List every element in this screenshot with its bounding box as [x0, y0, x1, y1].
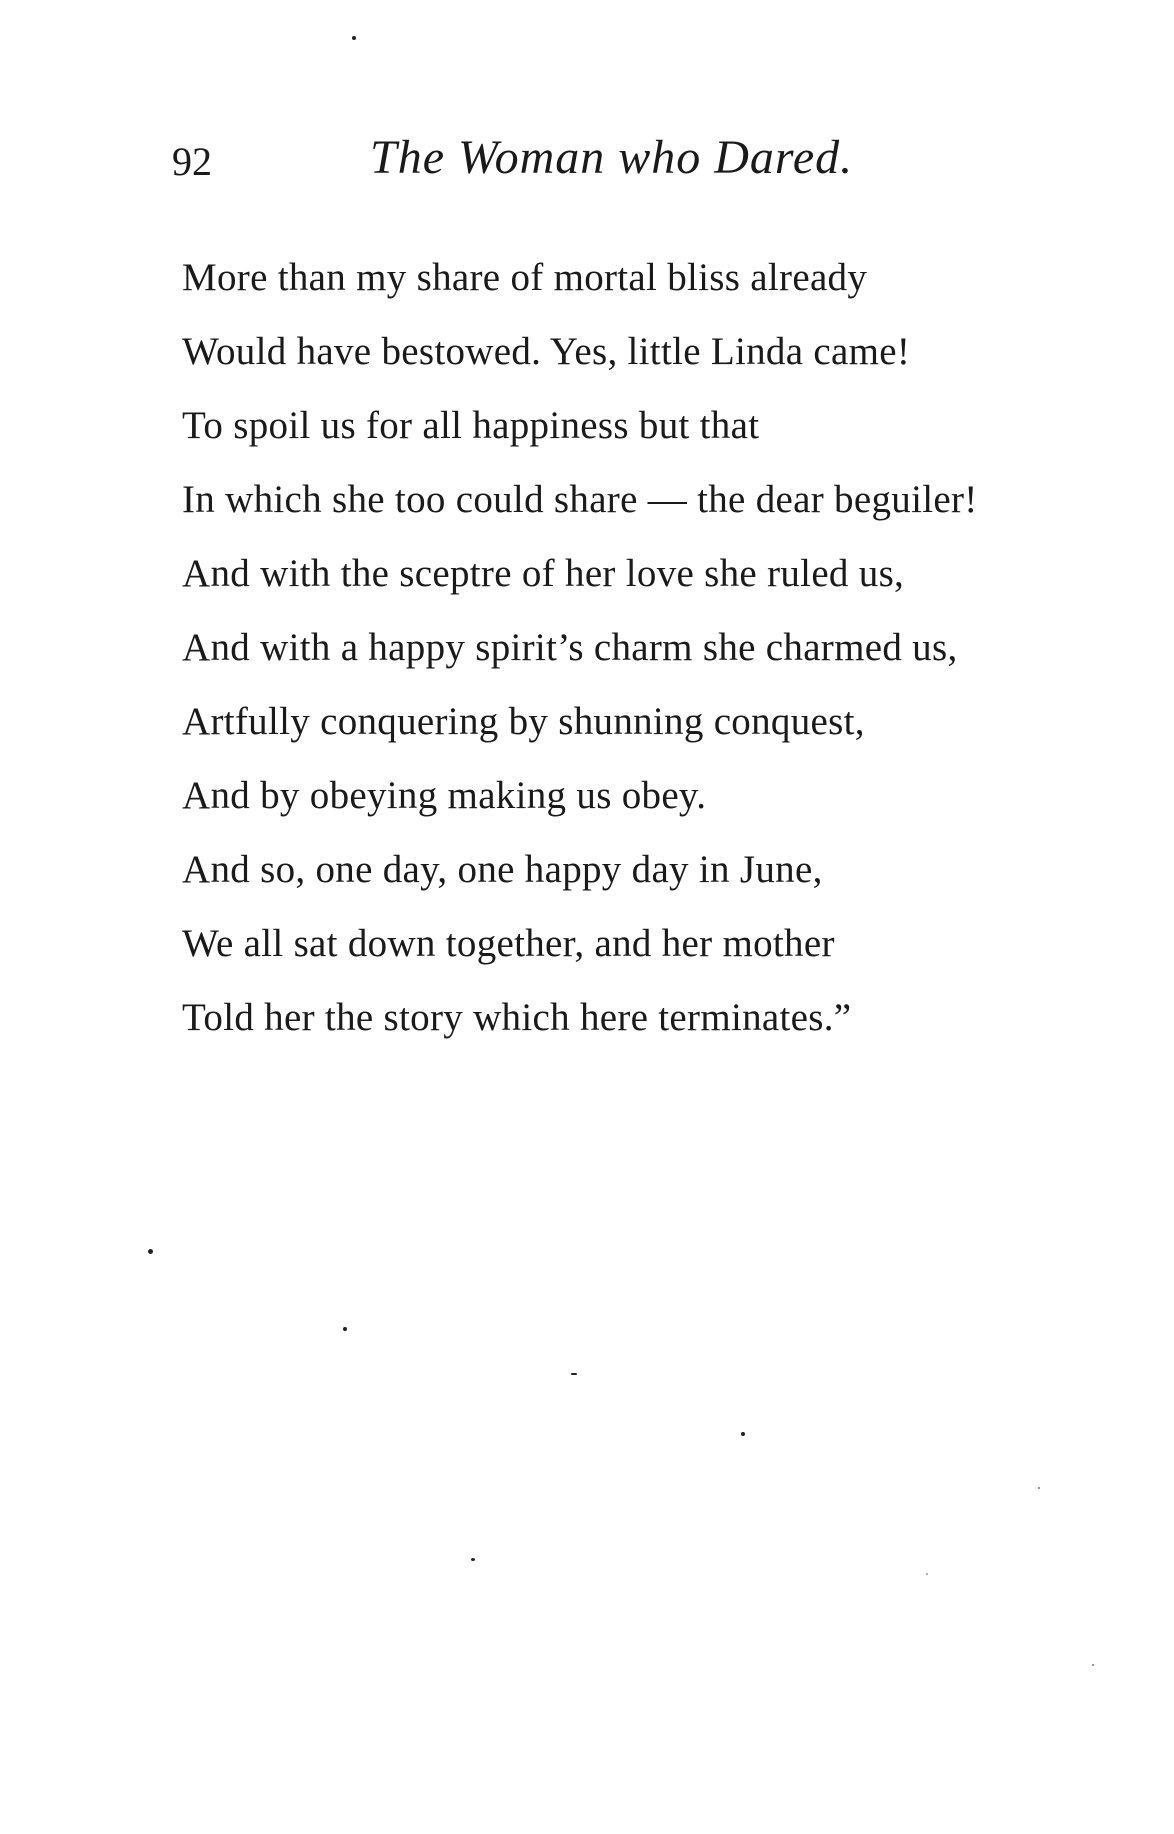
scan-speck	[571, 1373, 577, 1375]
poem-line: Would have bestowed. Yes, little Linda came!	[182, 330, 911, 373]
poem-line: Told her the story which here terminates.”	[182, 996, 852, 1039]
poem-line: And by obeying making us obey.	[182, 774, 707, 817]
scan-speck	[343, 1327, 347, 1331]
scan-speck	[352, 36, 356, 40]
poem-line: And so, one day, one happy day in June,	[182, 848, 823, 891]
running-head	[172, 128, 972, 188]
scan-speck	[1092, 1664, 1094, 1666]
scan-speck	[741, 1432, 745, 1436]
poem-line: To spoil us for all happiness but that	[182, 404, 760, 447]
poem-line: And with a happy spirit’s charm she charmed us,	[182, 626, 958, 669]
running-title: The Woman who Dared.	[370, 131, 854, 184]
poem-line: We all sat down together, and her mother	[182, 922, 835, 965]
poem-line: More than my share of mortal bliss already	[182, 256, 868, 299]
scan-speck	[1038, 1487, 1040, 1489]
scan-speck	[926, 1573, 928, 1575]
page-number: 92	[172, 139, 212, 184]
scan-speck	[148, 1249, 153, 1254]
poem-text	[182, 241, 1142, 1055]
poem-line: And with the sceptre of her love she ruled us,	[182, 552, 905, 595]
scan-speck	[471, 1558, 475, 1561]
poem-line: In which she too could share — the dear beguiler!	[182, 478, 978, 521]
poem-line: Artfully conquering by shunning conquest,	[182, 700, 865, 743]
